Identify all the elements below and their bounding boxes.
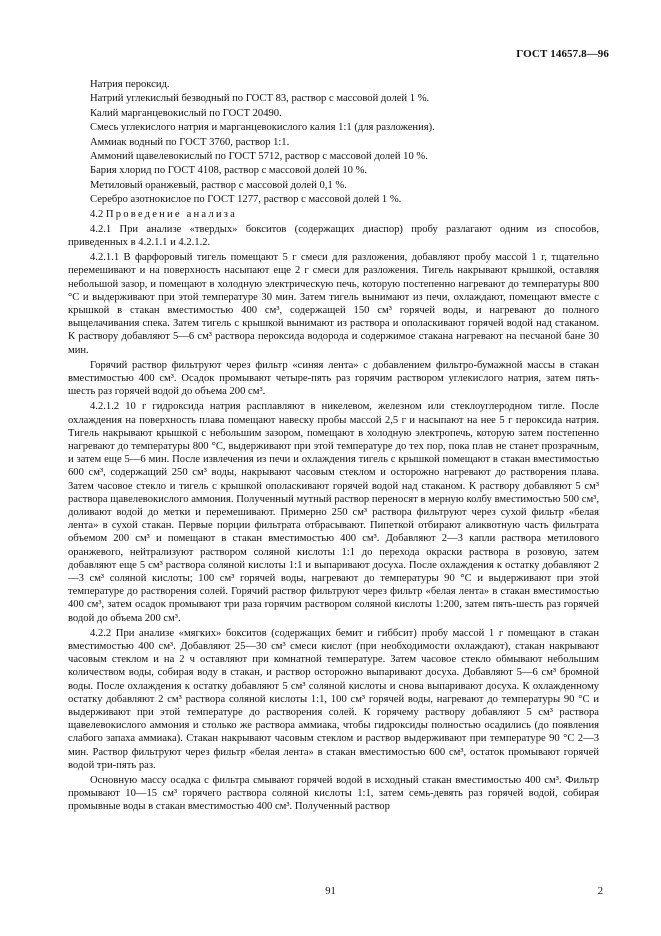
reagent-item: Аммоний щавелевокислый по ГОСТ 5712, раствор с массовой долей 10 %. bbox=[90, 150, 428, 162]
section-heading bbox=[68, 208, 599, 221]
paragraph-4-2-1-2: 4.2.1.2 10 г гидроксида натрия расплавляют в никелевом, железном или стеклоуглеродном тигле. После охлаждения на поверхность плава помещают навеску пробы массой 2,5 г и насыпают на нее 5 г пероксида натрия. Тигель накрывают крышкой с небольшим зазором, помещают в холодную электропечь, которую затем постепенно нагревают до температуры 800 °С, выдерживают при этой температуре до тех пор, пока плав не станет прозрачным, и затем еще 5—6 мин. После извлечения из печи и охлаждения тигель с крышкой помещают в стакан вместимостью 600 см³, содержащий 250 см³ воды, накрывают часовым стеклом и осторожно нагревают до растворения плава. Затем часовое стекло и тигель с крышкой ополаскивают горячей водой над стаканом. К раствору добавляют 5 см³ раствора щавелевокислого аммония. Полученный мутный раствор переносят в мерную колбу вместимостью 500 см³, доливают водой до метки и перемешивают. Примерно 250 см³ раствора фильтруют через сухой фильтр «белая лента» в сухой стакан. Первые порции фильтрата отбрасывают. Пипеткой отбирают аликвотную часть фильтрата объемом 200 см³ и помещают в стакан вместимостью 400 см³. Добавляют 2—3 капли раствора метилового оранжевого, нейтрализуют раствором соляной кислоты 1:1 до перехода окраски раствора в розовую, затем добавляют еще 5 см³ раствора соляной кислоты 1:1 и выпаривают досуха. После охлаждения к остатку добавляют 2—3 см³ соляной кислоты; 100 см³ горячей воды, нагревают до температуры 90 °С и выдерживают при этой температуре до растворения солей. Горячий раствор фильтруют через фильтр «белая лента» в стакан вместимостью 400 см³, затем осадок промывают три раза горячим раствором соляной кислоты 1:200, затем пять-шесть раз горячей водой до объема 200 см³. bbox=[68, 401, 599, 624]
reagent-item: Бария хлорид по ГОСТ 4108, раствор с массовой долей 10 %. bbox=[90, 165, 368, 177]
paragraph-filtration: Горячий раствор фильтруют через фильтр «синяя лента» с добавлением фильтро-бумажной массы в стакан вместимостью 400 см³. Осадок промывают четыре-пять раз горячим раствором углекислого натрия, затем пять-шесть раз горячей водой до объема 200 см³. bbox=[68, 359, 599, 398]
sheet-number: 2 bbox=[597, 886, 603, 897]
reagent-item: Аммиак водный по ГОСТ 3760, раствор 1:1. bbox=[90, 136, 290, 148]
reagent-item: Натрия пероксид. bbox=[90, 79, 170, 90]
section-title: Проведение анализа bbox=[105, 208, 238, 220]
reagent-item: Метиловый оранжевый, раствор с массовой долей 0,1 %. bbox=[90, 179, 347, 191]
reagent-item: Серебро азотнокислое по ГОСТ 1277, раствор с массовой долей 1 %. bbox=[90, 194, 402, 206]
paragraph-main-precipitate: Основную массу осадка с фильтра смывают горячей водой в исходный стакан вместимостью 400 см³. Фильтр промывают 10—15 см³ горячего раствора соляной кислоты 1:1, затем семь-девять раз горячей водой, собирая промывные воды в стакан вместимостью 400 см³. Полученный раствор bbox=[68, 775, 599, 813]
paragraph-4-2-1: 4.2.1 При анализе «твердых» бокситов (содержащих диаспор) пробу разлагают одним из способов, приведенных в 4.2.1.1 и 4.2.1.2. bbox=[68, 223, 599, 248]
document-body bbox=[68, 78, 599, 814]
reagent-item: Натрий углекислый безводный по ГОСТ 83, раствор с массовой долей 1 %. bbox=[90, 93, 430, 105]
paragraph-4-2-2: 4.2.2 При анализе «мягких» бокситов (содержащих бемит и гиббсит) пробу массой 1 г помещают в стакан вместимостью 400 см³. Добавляют 25—30 см³ смеси кислот (при необходимости охлаждают), стакан накрывают часовым стеклом и на 2 ч оставляют при комнатной температуре. Затем часовое стекло обмывают небольшим количеством воды, собирая воду в стакан, и раствор осторожно выпаривают досуха. Добавляют 5—6 см³ бромной воды. После охлаждения к остатку добавляют 5 см³ соляной кислоты и снова выпаривают досуха. К охлажденному остатку добавляют 2 см³ раствора соляной кислоты 1:1, 100 см³ горячей воды, нагревают до температуры 90 °С и выдерживают при этой температуре до растворения солей. К горячему раствору добавляют 5 см³ раствора щавелевокислого аммония и столько же раствора аммиака, чтобы гидроксиды полностью осадились (до появления слабого запаха аммиака). Стакан накрывают часовым стеклом и раствор выдерживают при температуре 90 °С 2—3 мин. Раствор фильтруют через фильтр «белая лента» в стакан вместимостью 600 см³, остаток промывают горячей водой три-пять раз. bbox=[68, 627, 599, 771]
standard-designation: ГОСТ 14657.8—96 bbox=[516, 48, 609, 60]
reagent-item: Калий марганцевокислый по ГОСТ 20490. bbox=[90, 107, 282, 119]
reagent-item: Смесь углекислого натрия и марганцевокислого калия 1:1 (для разложения). bbox=[90, 122, 435, 134]
page-number: 91 bbox=[325, 886, 336, 897]
section-number: 4.2 bbox=[90, 208, 104, 220]
paragraph-4-2-1-1: 4.2.1.1 В фарфоровый тигель помещают 5 г смеси для разложения, добавляют пробу массой 1 г, тщательно перемешивают и на поверхность насыпают еще 2 г смеси для разложения. Тигель накрывают крышкой, оставляя небольшой зазор, и помещают в холодную электрическую печь, которую постепенно нагревают до температуры 800 °С и выдерживают при этой температуре 30 мин. Затем тигель вынимают из печи, охлаждают, помещают вместе с крышкой в стакан вместимостью 400 см³, содержащей 150 см³ горячей воды, и нагревают до полного выщелачивания спека. Затем тигель с крышкой вынимают из раствора и ополаскивают горячей водой над стаканом. К раствору добавляют 5—6 см³ раствора пероксида водорода и содержимое стакана нагревают на песчаной бане 30 мин. bbox=[68, 252, 599, 356]
